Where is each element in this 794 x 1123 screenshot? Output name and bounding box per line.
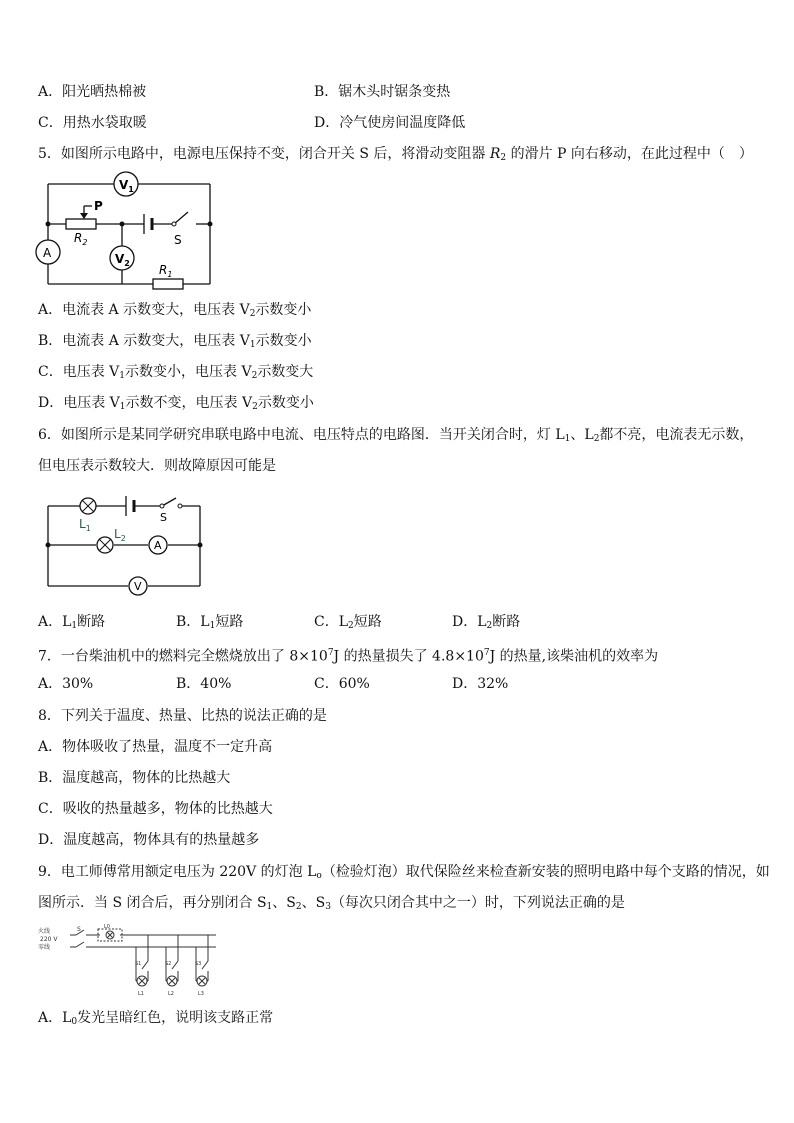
q9-stem-line2: 图所示．当 S 闭合后，再分别闭合 $S_1$、$S_2$、$S_3$（每次只闭合其中之一）时，下列说法正确的是 <box>38 895 625 912</box>
q5-option-c: C．电压表 $V_1$示数变小，电压表 $V_2$示数变大 <box>38 364 314 381</box>
q5-fig-v1-label: $V_1$ <box>119 178 134 194</box>
q4-option-d: D．冷气使房间温度降低 <box>314 115 466 131</box>
q6-fig-ammeter-label: A <box>154 539 162 552</box>
q9-fig-live-wire-label: 火线 <box>38 928 51 935</box>
q5-fig-r1-label: $R_1$ <box>159 263 173 279</box>
q6-option-d: D．$L_2$断路 <box>452 614 521 631</box>
q6-fig-l2-label: $L_2$ <box>114 527 126 543</box>
q6-option-a: A．$L_1$断路 <box>38 614 106 631</box>
q5-fig-v2-label: $V_2$ <box>115 252 130 268</box>
q7-option-d: D．32% <box>452 676 509 692</box>
q9-lighting-circuit-diagram <box>36 925 220 1001</box>
q6-stem-line1: 6．如图所示是某同学研究串联电路中电流、电压特点的电路图．当开关闭合时，灯 $L_1$、$L_2$都不亮，电流表无示数， <box>38 427 754 444</box>
q7-option-a: A．30% <box>38 676 94 692</box>
q5-fig-switch-label: S <box>174 233 182 247</box>
q5-fig-r2-label: $R_2$ <box>74 231 88 247</box>
q8-option-b: B．温度越高，物体的比热越大 <box>38 770 231 786</box>
q6-fig-switch-label: S <box>160 511 167 524</box>
q5-fig-slider-label: P <box>94 199 103 213</box>
q7-option-b: B．40% <box>176 676 232 692</box>
q5-fig-ammeter-label: A <box>43 246 52 260</box>
q9-fig-s2-label: S2 <box>165 961 172 967</box>
q9-fig-main-switch-label: S <box>77 926 81 933</box>
q9-fig-s3-label: S3 <box>195 961 202 967</box>
q9-fig-lamp1-label: L1 <box>138 991 144 997</box>
q6-circuit-diagram <box>38 490 208 600</box>
q5-option-b: B．电流表 A 示数变大，电压表 $V_1$示数变小 <box>38 333 312 350</box>
q6-stem-line2: 但电压表示数较大．则故障原因可能是 <box>38 458 276 474</box>
q9-fig-s1-label: S1 <box>135 961 142 967</box>
q9-fig-lamp2-label: L2 <box>168 991 174 997</box>
q6-option-c: C．$L_2$短路 <box>314 614 382 631</box>
q5-option-a: A．电流表 A 示数变大，电压表 $V_2$示数变小 <box>38 302 312 319</box>
q8-option-c: C．吸收的热量越多，物体的比热越大 <box>38 801 273 817</box>
q5-circuit-diagram <box>36 172 216 292</box>
q8-option-a: A．物体吸收了热量，温度不一定升高 <box>38 739 273 755</box>
q9-fig-lamp3-label: L3 <box>198 991 204 997</box>
q7-stem: 7．一台柴油机中的燃料完全燃烧放出了 $8\times 10^7J$ 的热量损失了 $4.8\times 10^7J$ 的热量,该柴油机的效率为 <box>38 648 659 665</box>
q9-stem-line1: 9．电工师傅常用额定电压为 220V 的灯泡 $L_o$（检验灯泡）取代保险丝来检查新安装的照明电路中每个支路的情况，如 <box>38 864 770 881</box>
q9-fig-neutral-wire-label: 零线 <box>38 944 51 951</box>
q6-option-b: B．$L_1$短路 <box>176 614 244 631</box>
q8-option-d: D．温度越高，物体具有的热量越多 <box>38 832 260 848</box>
q6-fig-voltmeter-label: V <box>134 580 142 593</box>
q5-stem: 5．如图所示电路中，电源电压保持不变，闭合开关 S 后，将滑动变阻器 $R_2$ 的滑片 P 向右移动，在此过程中（ ） <box>38 146 753 163</box>
q5-option-d: D．电压表 $V_1$示数不变，电压表 $V_2$示数变小 <box>38 395 314 412</box>
q6-fig-l1-label: $L_1$ <box>79 517 91 533</box>
q4-option-c: C．用热水袋取暖 <box>38 115 147 131</box>
q9-fig-l0-label: L0 <box>104 924 110 930</box>
q7-option-c: C．60% <box>314 676 370 692</box>
q9-option-a: A．$L_0$发光呈暗红色，说明该支路正常 <box>38 1010 274 1027</box>
q4-option-a: A．阳光晒热棉被 <box>38 84 147 100</box>
q9-fig-voltage-label: 220 V <box>40 936 58 943</box>
q4-option-b: B．锯木头时锯条变热 <box>314 84 451 100</box>
q8-stem: 8．下列关于温度、热量、比热的说法正确的是 <box>38 708 327 724</box>
